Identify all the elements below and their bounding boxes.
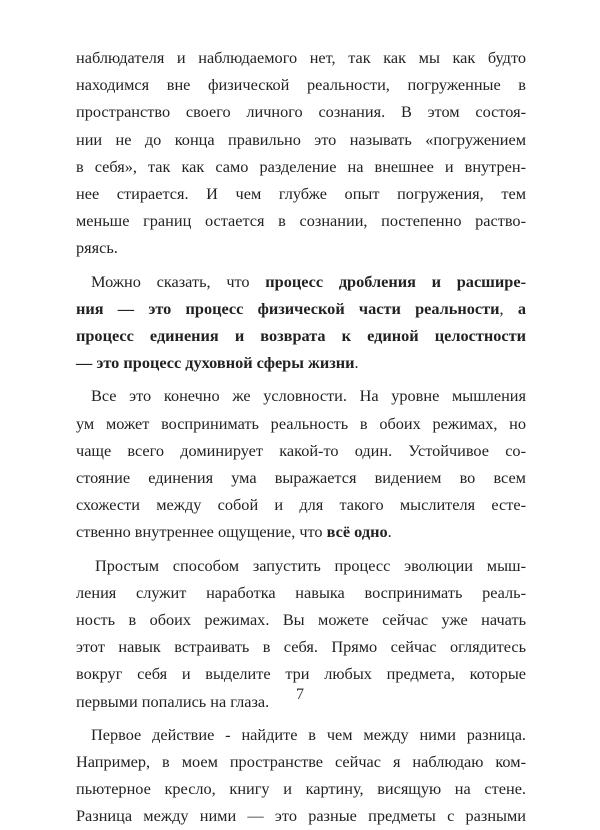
paragraph-2 bbox=[76, 268, 526, 377]
text-line: наблюдателя и наблюдаемого нет, так как мы как будто bbox=[76, 48, 526, 67]
paragraph-1 bbox=[76, 44, 526, 262]
text-line: схожести между собой и для такого мыслителя есте- bbox=[76, 495, 526, 515]
text-line: в себя», так как само разделение на внешнее и внутрен- bbox=[76, 156, 526, 176]
text-line: — это процесс духовной сферы жизни. bbox=[76, 353, 359, 373]
text-line: нии не до конца правильно это называть «погружением bbox=[76, 129, 526, 149]
text-line: первыми попались на глаза. bbox=[76, 691, 270, 711]
text-line: ственно внутреннее ощущение, что всё одно. bbox=[76, 522, 392, 542]
text-line: находимся вне физической реальности, погруженные в bbox=[76, 75, 526, 95]
text-line: пространство своего личного сознания. В этом состоя- bbox=[76, 102, 526, 122]
text-line: Можно сказать, что процесс дробления и расшире- bbox=[91, 271, 526, 291]
text-line: этот навык встраивать в себя. Прямо сейчас оглядитесь bbox=[76, 637, 526, 657]
text-line: Например, в моем пространстве сейчас я наблюдаю ком- bbox=[76, 752, 526, 772]
text-line: Все это конечно же условности. На уровне мышления bbox=[91, 386, 526, 406]
text-line: нее стирается. И чем глубже опыт погружения, тем bbox=[76, 184, 526, 204]
text-line: вокруг себя и выделите три любых предмета, которые bbox=[76, 664, 526, 684]
text-line: Разница между ними — это разные предметы с разными bbox=[76, 806, 526, 826]
text-line: меньше границ остается в сознании, постепенно раство- bbox=[76, 211, 526, 231]
text-line: процесс единения и возврата к единой целостности bbox=[76, 326, 526, 346]
text-line: Первое действие - найдите в чем между ними разница. bbox=[91, 724, 526, 744]
text-line: чаще всего доминирует какой-то один. Устойчивое со- bbox=[76, 440, 526, 460]
paragraph-5 bbox=[76, 721, 526, 830]
page-number: 7 bbox=[296, 686, 304, 703]
text-line: ления служит наработка навыка воспринимать реаль- bbox=[76, 582, 526, 602]
text-line: пьютерное кресло, книгу и картину, висящую на стене. bbox=[76, 779, 526, 799]
text-line: ность в обоих режимах. Вы можете сейчас уже начать bbox=[76, 610, 526, 630]
page-text bbox=[76, 44, 526, 830]
text-line: Простым способом запустить процесс эволюции мыш- bbox=[95, 555, 526, 575]
paragraph-3 bbox=[76, 382, 526, 545]
text-line: ряясь. bbox=[76, 238, 118, 258]
text-line: стояние единения ума выражается видением во всем bbox=[76, 468, 526, 488]
text-line: ум может воспринимать реальность в обоих режимах, но bbox=[76, 413, 526, 433]
text-line: ния — это процесс физической части реальности, а bbox=[76, 298, 526, 318]
